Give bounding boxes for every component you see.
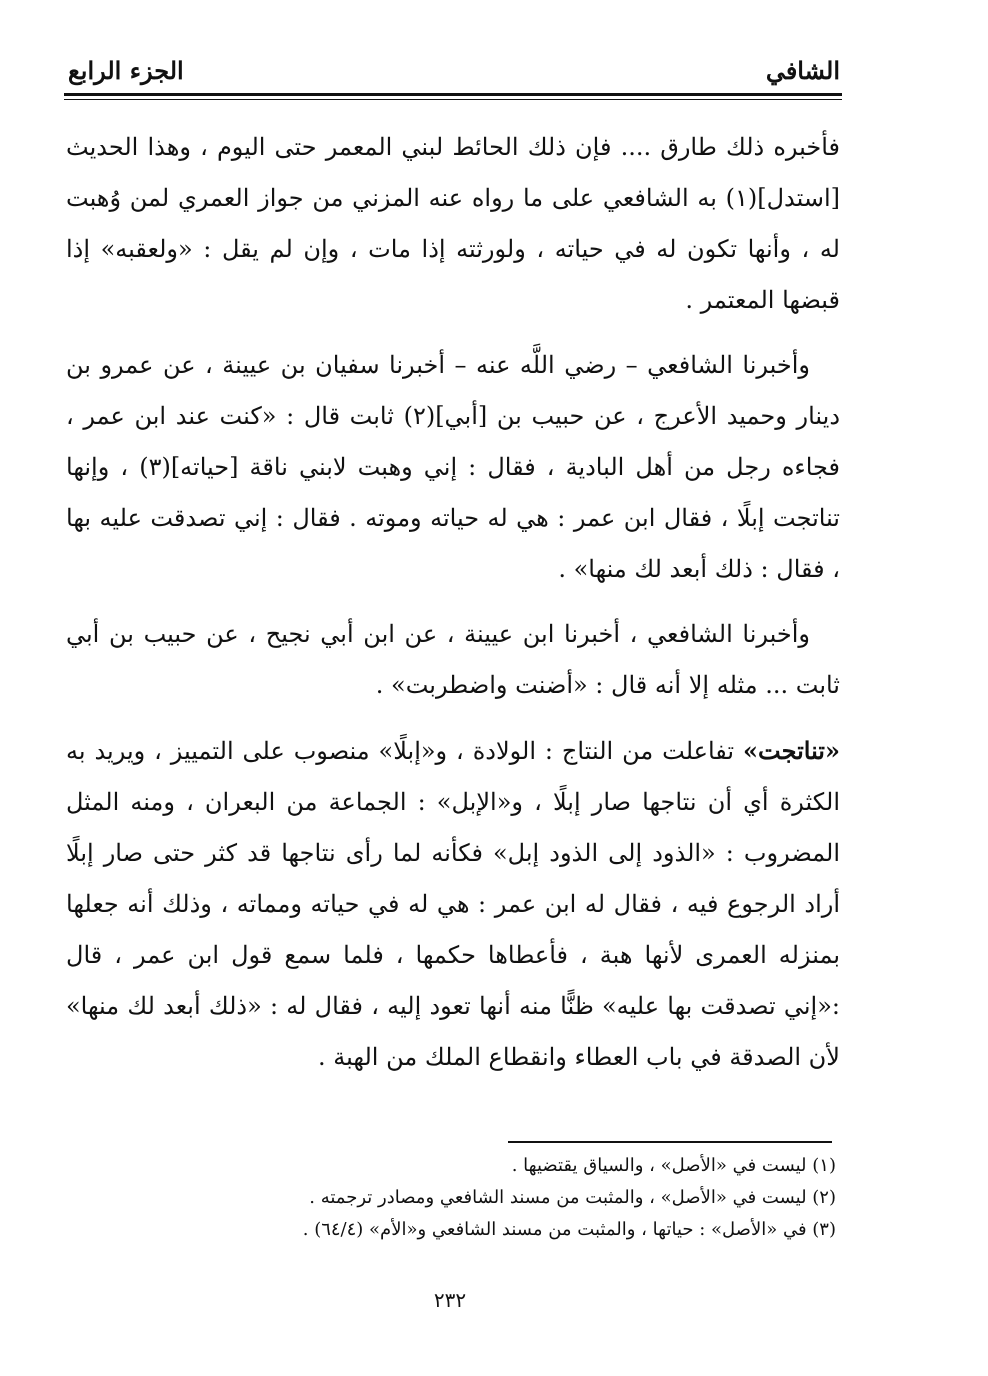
paragraph-1: فأخبره ذلك طارق .... فإن ذلك الحائط لبني المعمر حتى اليوم ، وهذا الحديث [استدل](١) به الشافعي على ما رواه عنه المزني من جواز العمري لمن وُهبت له ، وأنها تكون له في حياته ، ولورثته إذا مات ، وإن لم يقل : «ولعقبه» إذا قبضها المعتمر . [66,133,841,314]
header-volume-title: الجزء الرابع [68,56,184,85]
footnote-3: (٣) في «الأصل» : حياتها ، والمثبت من مسند الشافعي و«الأم» (٦٤/٤) . [302,1219,836,1240]
paragraph-4 [66,725,840,1083]
header-rule-thick [64,93,842,96]
footnotes [66,1150,836,1246]
main-text [66,122,840,1083]
footnote-2: (٢) ليست في «الأصل» ، والمثبت من مسند الشافعي ومصادر ترجمته . [309,1187,836,1208]
paragraph-3: وأخبرنا الشافعي ، أخبرنا ابن عيينة ، عن ابن أبي نجيح ، عن حبيب بن أبي ثابت ... مثله إلا أنه قال : «أضنت واضطربت» . [66,620,840,699]
header-rule-thin [64,99,842,100]
footnote-1: (١) ليست في «الأصل» ، والسياق يقتضيها . [511,1155,836,1176]
header-book-title: الشافي [765,56,840,85]
footnote-separator [508,1141,832,1143]
paragraph-4-lead-term: «تناتجت» [743,736,840,765]
paragraph-2: وأخبرنا الشافعي – رضي اللَّه عنه – أخبرنا سفيان بن عيينة ، عن عمرو بن دينار وحميد الأعرج ، عن حبيب بن [أبي](٢) ثابت قال : «كنت عند ابن عمر ، فجاءه رجل من أهل البادية ، فقال : إني وهبت لابني ناقة [حياته](٣) ، وإنها تناتجت إبلًا ، فقال ابن عمر : هي له حياته وموته . فقال : إني تصدقت عليه بها ، فقال : ذلك أبعد لك منها» . [66,351,841,583]
running-header [68,52,840,96]
page-number: ٢٣٢ [433,1288,467,1312]
paragraph-4-text: تفاعلت من النتاج : الولادة ، و«إبلًا» منصوب على التمييز ، ويريد به الكثرة أي أن نتاجها صار إبلًا ، و«الإبل» : الجماعة من البعران ، ومنه المثل المضروب : «الذود إلى الذود إبل» فكأنه لما رأى نتاجها قد كثر حتى صار إبلًا أراد الرجوع فيه ، فقال له ابن عمر : هي له في حياته ومماته ، وذلك أنه جعلها بمنزله العمرى لأنها هبة ، فأعطاها حكمها ، فلما سمع قول ابن عمر ، قال :«إني تصدقت بها عليه» ظنًّا منه أنها تعود إليه ، فقال له : «ذلك أبعد لك منها» لأن الصدقة في باب العطاء وانقطاع الملك من الهبة . [66,737,841,1071]
